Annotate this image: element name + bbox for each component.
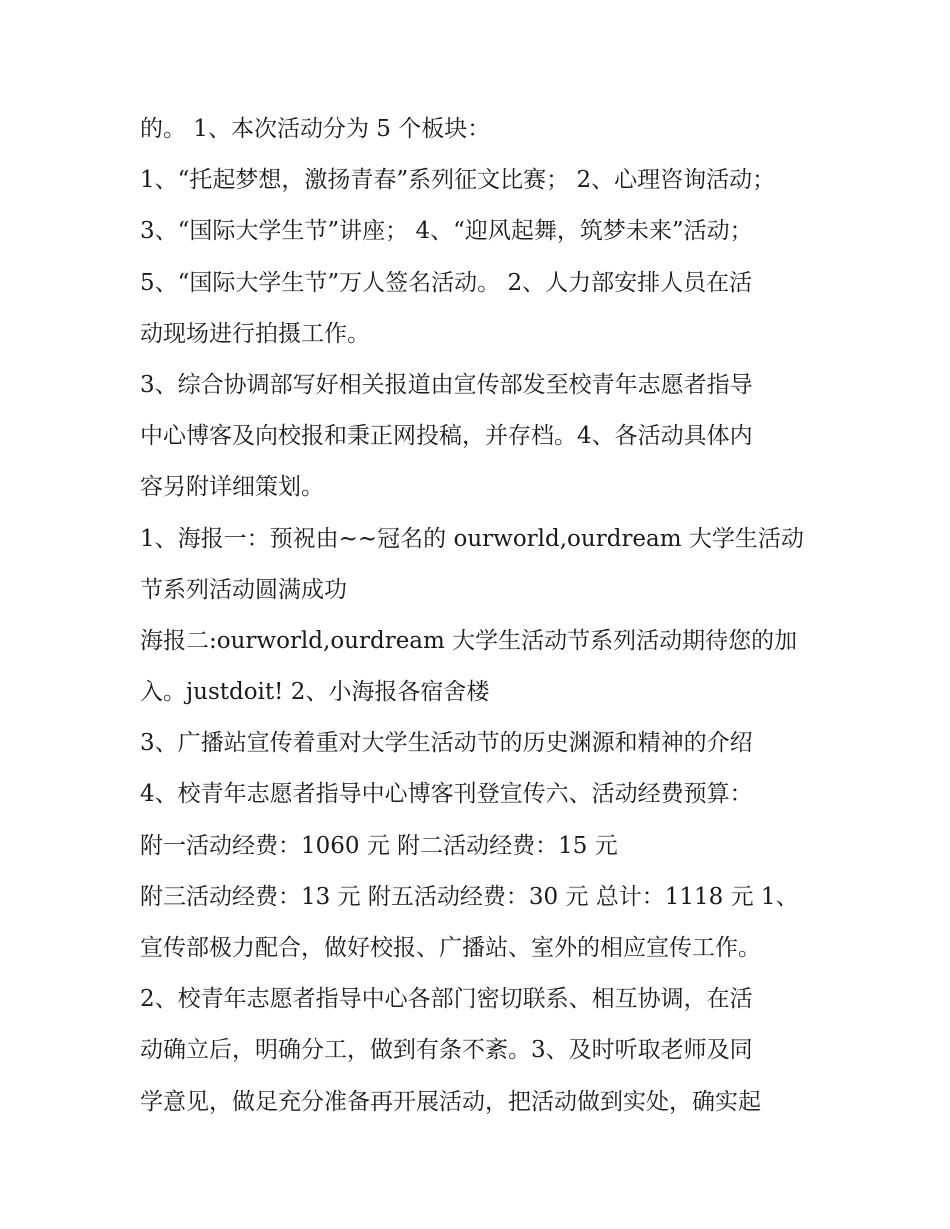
text-line: 1、海报一：预祝由~~冠名的 ourworld,ourdream 大学生活动 [140,525,804,552]
text-line: 学意见，做足充分准备再开展活动，把活动做到实处，确实起 [140,1088,761,1115]
text-line: 4、校青年志愿者指导中心博客刊登宣传六、活动经费预算： [140,781,753,808]
text-line: 的。 1、本次活动分为 5 个板块： [140,116,491,142]
document-body [140,104,840,1128]
text-line: 入。justdoit! 2、小海报各宿舍楼 [140,679,490,706]
text-line: 5、“国际大学生节”万人签名活动。 2、人力部安排人员在活 [140,269,753,296]
text-line: 海报二:ourworld,ourdream 大学生活动节系列活动期待您的加 [140,627,798,654]
text-line: 动现场进行拍摄工作。 [140,320,370,347]
text-line: 3、“国际大学生节”讲座； 4、“迎风起舞，筑梦未来”活动； [140,218,753,245]
text-line: 3、广播站宣传着重对大学生活动节的历史渊源和精神的介绍 [140,730,753,757]
text-line: 容另附详细策划。 [140,474,324,501]
text-line: 1、“托起梦想，激扬青春”系列征文比赛； 2、心理咨询活动； [140,167,776,194]
text-line: 宣传部极力配合，做好校报、广播站、室外的相应宣传工作。 [140,935,761,961]
text-line: 2、校青年志愿者指导中心各部门密切联系、相互协调，在活 [140,986,753,1013]
text-line: 3、综合协调部写好相关报道由宣传部发至校青年志愿者指导 [140,371,753,398]
text-line: 节系列活动圆满成功 [140,576,347,603]
text-line: 中心博客及向校报和秉正网投稿，并存档。4、各活动具体内 [140,423,753,450]
text-line: 附一活动经费：1060 元 附二活动经费：15 元 [140,832,618,859]
text-line: 动确立后，明确分工，做到有条不紊。3、及时听取老师及同 [140,1037,753,1064]
text-line: 附三活动经费：13 元 附五活动经费：30 元 总计：1118 元 1、 [140,883,799,910]
